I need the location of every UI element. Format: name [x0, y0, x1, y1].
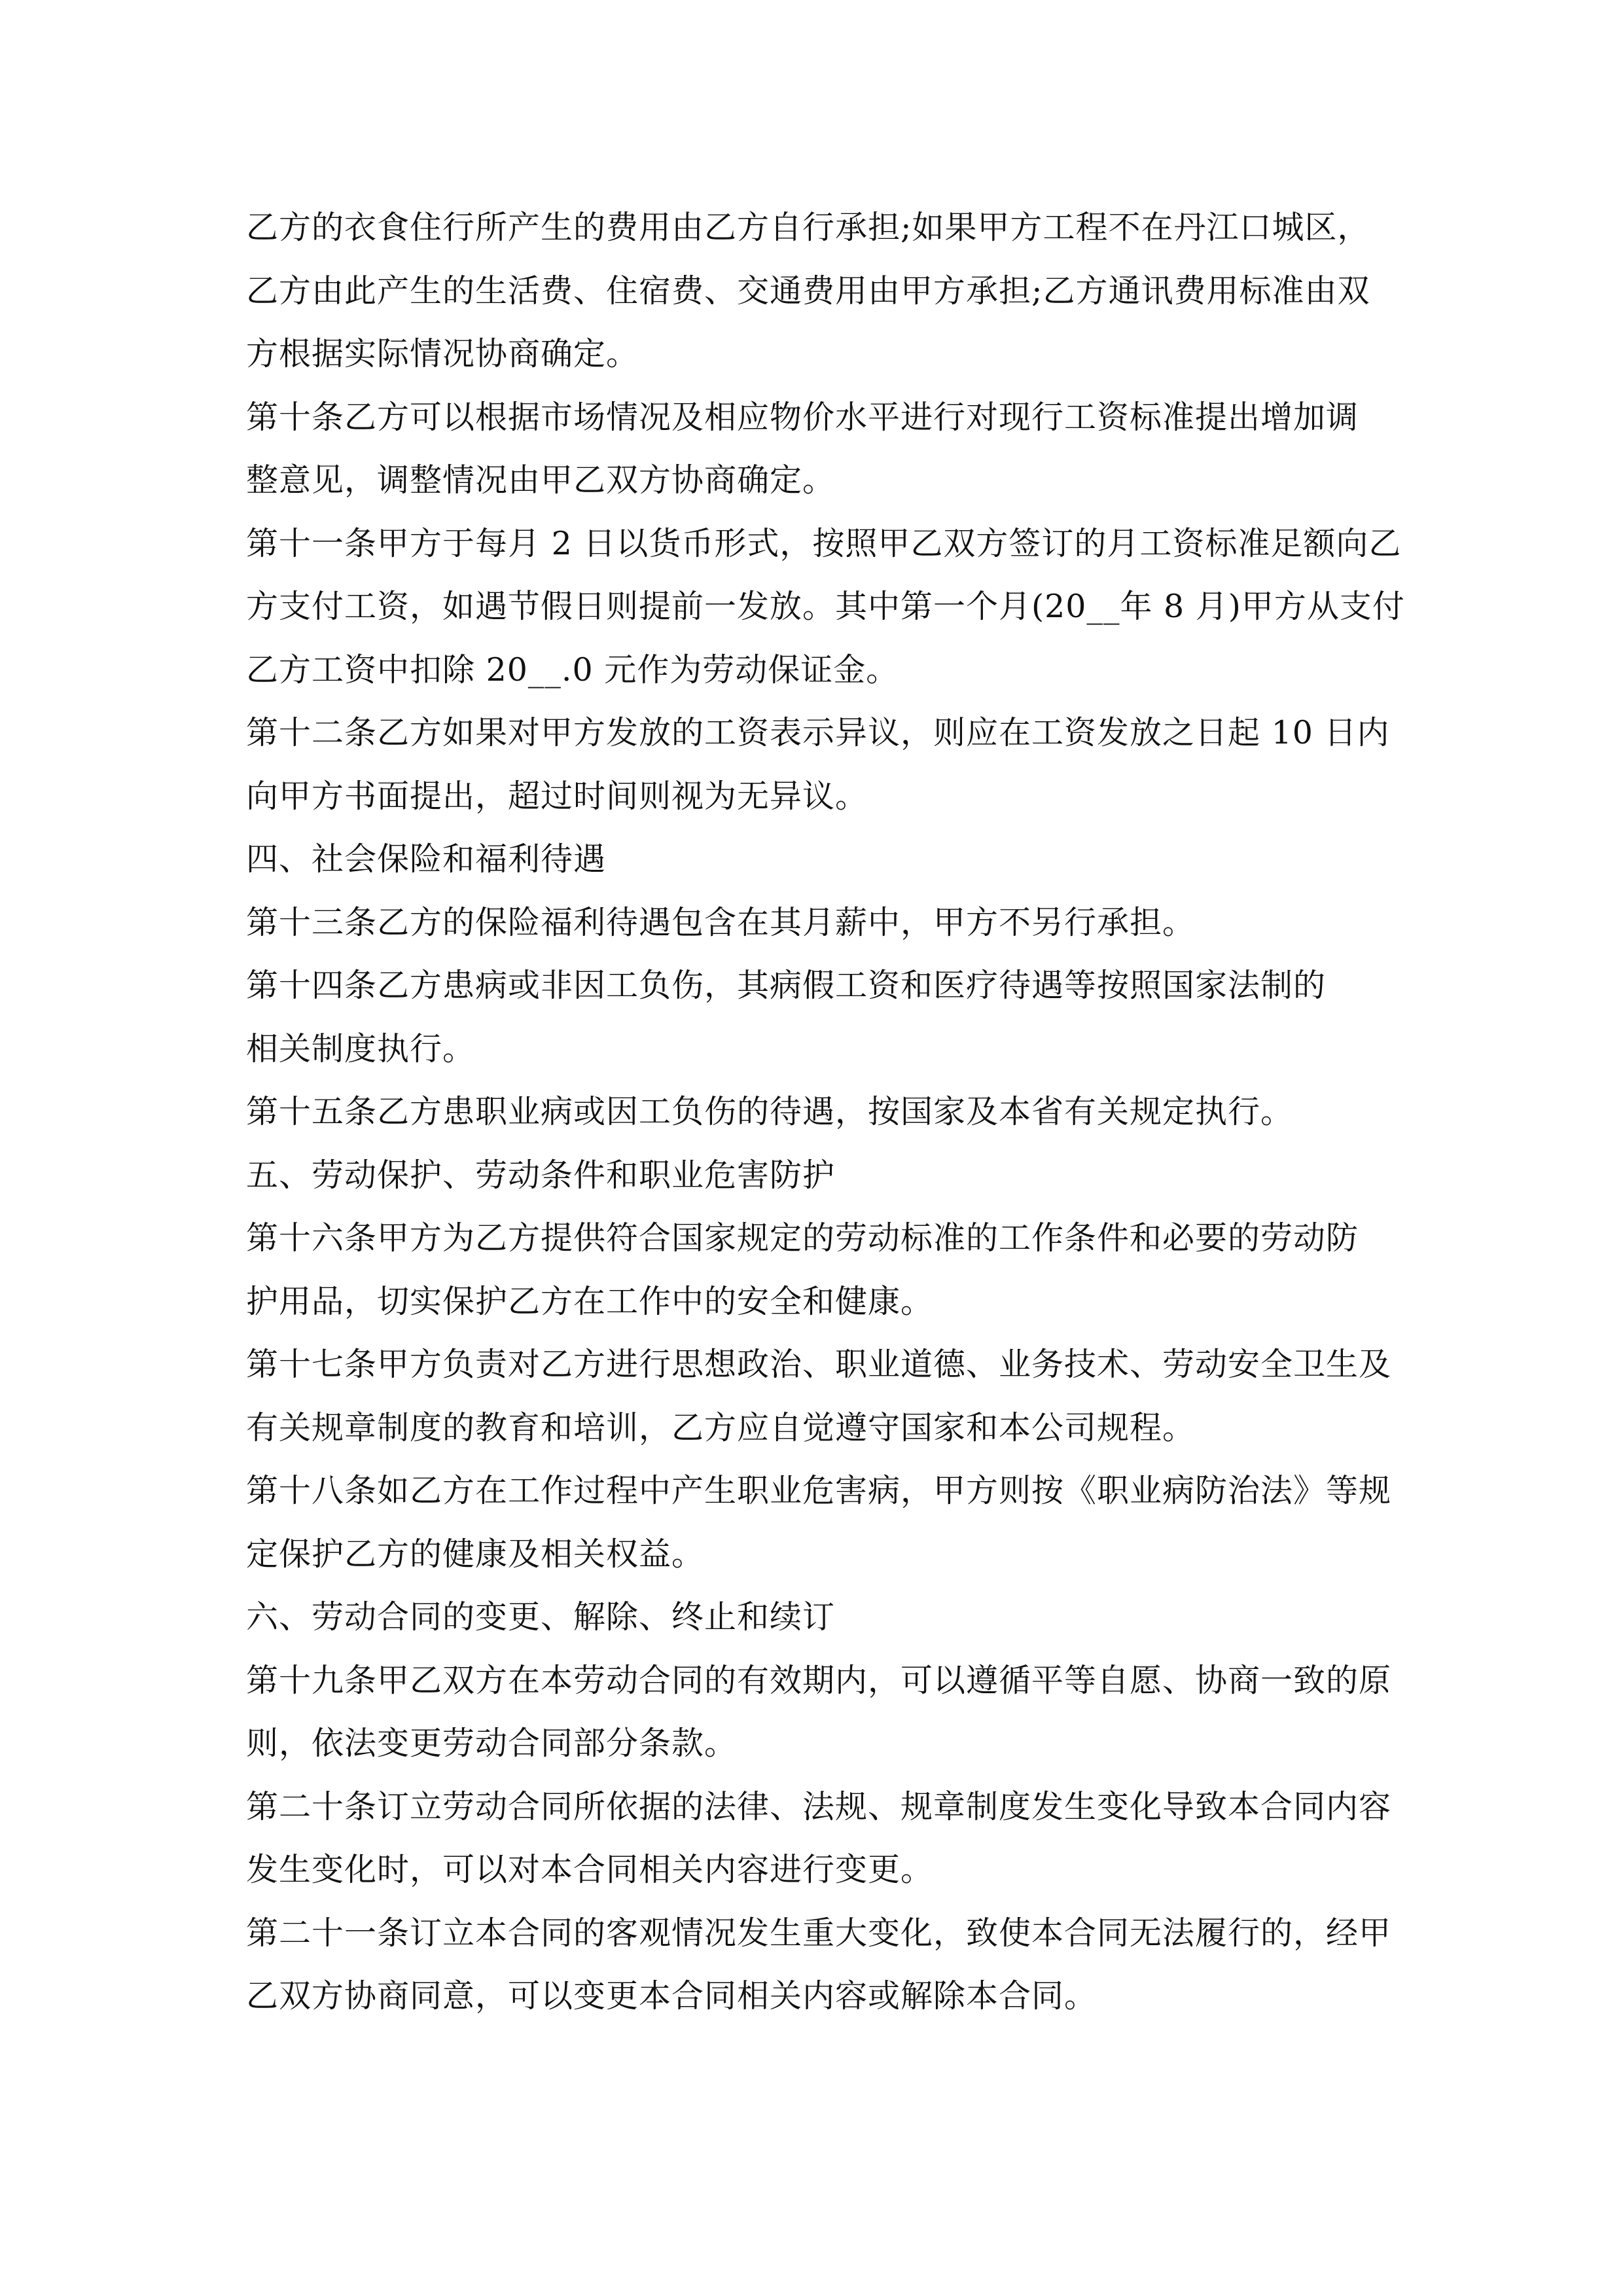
text-line: 发生变化时，可以对本合同相关内容进行变更。 [246, 1851, 934, 1888]
text-line: 定保护乙方的健康及相关权益。 [246, 1535, 705, 1573]
text-line: 第二十一条订立本合同的客观情况发生重大变化，致使本合同无法履行的，经甲 [246, 1914, 1392, 1952]
text-line: 乙方的衣食住行所产生的费用由乙方自行承担;如果甲方工程不在丹江口城区， [246, 209, 1370, 246]
text-line: 则，依法变更劳动合同部分条款。 [246, 1725, 738, 1762]
text-line: 整意见，调整情况由甲乙双方协商确定。 [246, 461, 836, 499]
text-line: 第十三条乙方的保险福利待遇包含在其月薪中，甲方不另行承担。 [246, 903, 1196, 941]
section-heading: 六、劳动合同的变更、解除、终止和续订 [246, 1598, 836, 1636]
text-line: 第十条乙方可以根据市场情况及相应物价水平进行对现行工资标准提出增加调 [246, 398, 1359, 436]
text-line: 乙双方协商同意，可以变更本合同相关内容或解除本合同。 [246, 1977, 1097, 2015]
text-line: 乙方由此产生的生活费、住宿费、交通费用由甲方承担;乙方通讯费用标准由双 [246, 272, 1370, 310]
text-line: 第十七条甲方负责对乙方进行思想政治、职业道德、业务技术、劳动安全卫生及 [246, 1346, 1392, 1383]
document-body [246, 196, 1405, 2028]
text-line: 第十九条甲乙双方在本劳动合同的有效期内，可以遵循平等自愿、协商一致的原 [246, 1661, 1392, 1699]
text-line: 第十二条乙方如果对甲方发放的工资表示异议，则应在工资发放之日起 10 日内 [246, 714, 1390, 751]
text-line: 第十四条乙方患病或非因工负伤，其病假工资和医疗待遇等按照国家法制的 [246, 967, 1327, 1004]
text-line: 方根据实际情况协商确定。 [246, 335, 639, 372]
text-line: 第十八条如乙方在工作过程中产生职业危害病，甲方则按《职业病防治法》等规 [246, 1472, 1392, 1509]
text-line: 乙方工资中扣除 20__.0 元作为劳动保证金。 [246, 651, 899, 689]
text-line: 第十一条甲方于每月 2 日以货币形式，按照甲乙双方签订的月工资标准足额向乙 [246, 524, 1402, 562]
text-line: 第十六条甲方为乙方提供符合国家规定的劳动标准的工作条件和必要的劳动防 [246, 1219, 1359, 1257]
text-line: 相关制度执行。 [246, 1030, 476, 1067]
text-line: 护用品，切实保护乙方在工作中的安全和健康。 [246, 1282, 934, 1320]
section-heading: 五、劳动保护、劳动条件和职业危害防护 [246, 1156, 836, 1194]
text-line: 第十五条乙方患职业病或因工负伤的待遇，按国家及本省有关规定执行。 [246, 1093, 1294, 1130]
section-heading: 四、社会保险和福利待遇 [246, 840, 607, 878]
text-line: 向甲方书面提出，超过时间则视为无异议。 [246, 777, 868, 815]
text-line: 第二十条订立劳动合同所依据的法律、法规、规章制度发生变化导致本合同内容 [246, 1787, 1392, 1825]
text-line: 方支付工资，如遇节假日则提前一发放。其中第一个月(20__年 8 月)甲方从支付 [246, 588, 1405, 625]
text-line: 有关规章制度的教育和培训，乙方应自觉遵守国家和本公司规程。 [246, 1408, 1196, 1446]
